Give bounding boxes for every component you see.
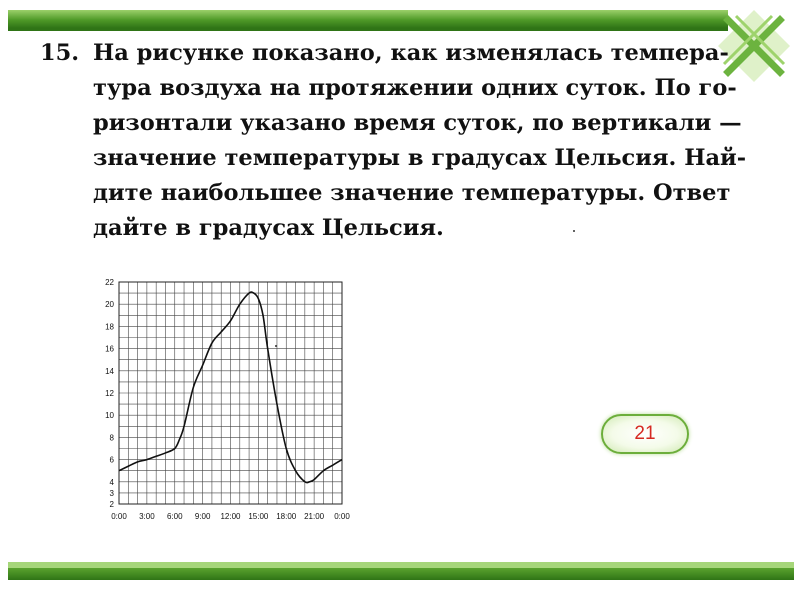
x-tick-label: 18:00: [276, 512, 297, 521]
y-tick-label: 14: [105, 366, 114, 376]
y-tick-label: 22: [105, 278, 114, 287]
x-tick-label: 6:00: [166, 512, 183, 521]
x-axis-labels: [111, 512, 350, 521]
footer-bar: [8, 568, 794, 580]
problem-line: значение температуры в градусах Цельсия. Най-: [93, 145, 747, 171]
header-bar-shadow: [8, 28, 728, 31]
header-bar: [8, 10, 728, 28]
x-tick-label: 0:00: [111, 512, 127, 521]
y-tick-label: 12: [105, 389, 114, 398]
y-tick-label: 3: [109, 488, 114, 498]
y-tick-label: 18: [105, 322, 114, 332]
x-tick-label: 3:00: [139, 512, 155, 521]
problem-line: ризонтали указано время суток, по вертикали —: [93, 110, 742, 136]
y-axis-labels: [105, 278, 114, 509]
problem-line: дите наибольшее значение температуры. Ответ: [93, 180, 731, 206]
chart-grid: [119, 282, 342, 504]
x-tick-label: 9:00: [194, 512, 211, 521]
temperature-chart: [100, 270, 370, 530]
y-tick-label: 8: [109, 433, 114, 443]
y-tick-label: 2: [109, 500, 114, 509]
problem-number: 15.: [40, 40, 80, 66]
x-tick-label: 0:00: [334, 512, 350, 521]
problem-line: тура воздуха на протяжении одних суток. По го-: [93, 75, 737, 101]
x-tick-label: 12:00: [220, 512, 241, 521]
y-tick-label: 4: [109, 477, 114, 487]
problem-line: На рисунке показано, как изменялась темпера-: [93, 40, 729, 66]
speck: [573, 230, 575, 232]
y-tick-label: 10: [105, 411, 114, 421]
answer-badge: 21: [601, 414, 689, 454]
problem-line: дайте в градусах Цельсия.: [93, 215, 444, 241]
y-tick-label: 20: [105, 300, 114, 310]
x-tick-label: 21:00: [304, 512, 325, 521]
problem-text: [93, 36, 747, 246]
y-tick-label: 6: [109, 455, 114, 465]
y-tick-label: 16: [105, 344, 114, 354]
x-tick-label: 15:00: [248, 512, 269, 521]
